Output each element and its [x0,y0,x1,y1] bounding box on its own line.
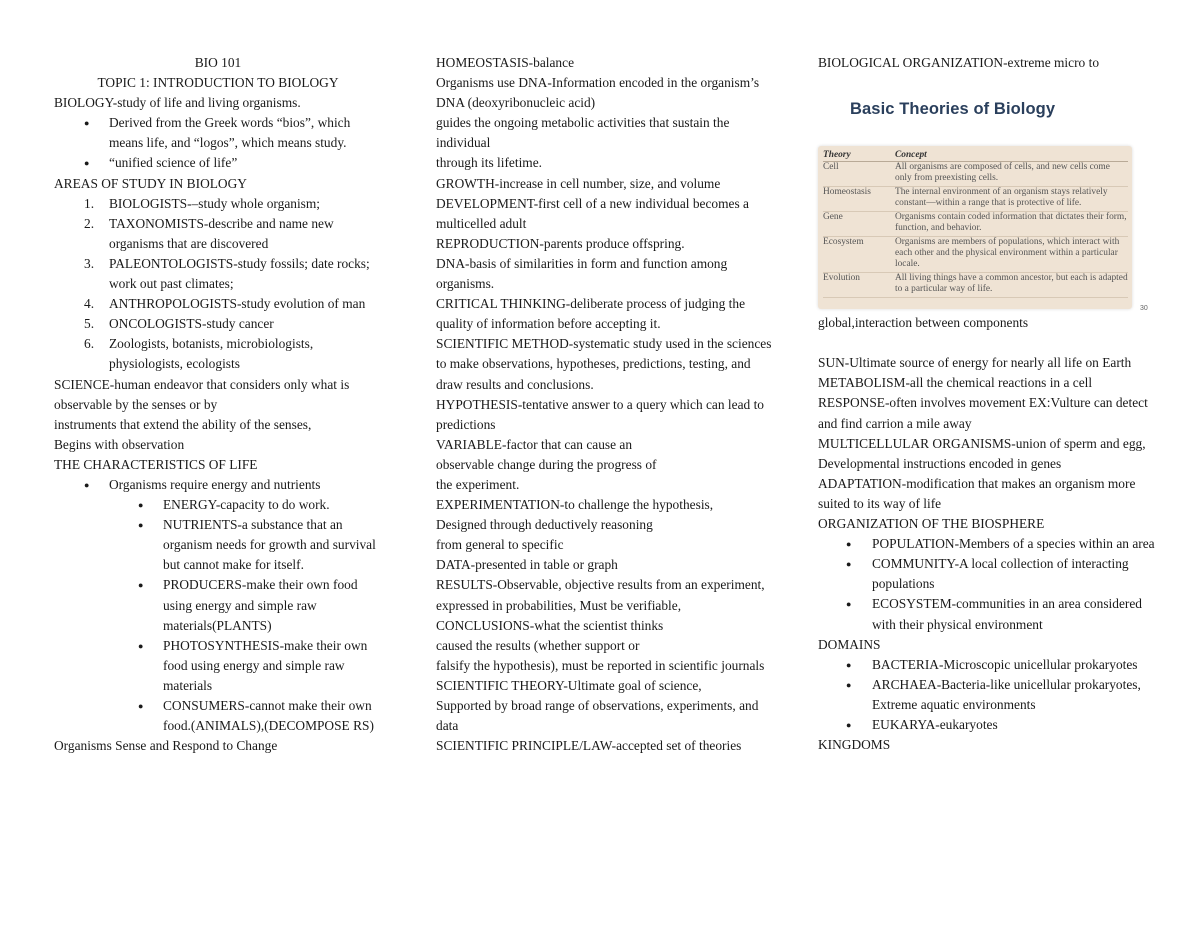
list-item [54,294,382,314]
text-line: through its lifetime. [436,155,542,171]
text-line: CRITICAL THINKING-deliberate process of judging the quality of information before accepting it. [436,296,746,332]
list-item: ● CONSUMERS-cannot make their own food.(ANIMALS),(DECOMPOSE RS) [54,696,382,736]
theory-cell: Ecosystem [823,237,895,273]
list-item: ● BACTERIA-Microscopic unicellular prokaryotes [818,655,1158,675]
list-item: ● ECOSYSTEM-communities in an area considered with their physical environment [818,594,1158,634]
science-line: SCIENCE-human endeavor that considers only what is observable by the senses or by [54,376,350,412]
list-item-text: ONCOLOGISTS-study cancer [109,316,274,332]
header-concept: Concept [895,150,1128,162]
biological-organization-line: BIOLOGICAL ORGANIZATION-extreme micro to [818,55,1100,70]
theories-table [823,150,1128,298]
list-number: 5. [84,316,95,332]
text-line: DEVELOPMENT-first cell of a new individual becomes a multicelled adult [436,195,749,231]
course-title: BIO 101 [194,55,242,70]
text-line: METABOLISM-all the chemical reactions in a cell [818,375,1093,391]
list-item-text: PALEONTOLOGISTS-study fossils; date rocks; work out past climates; [109,255,370,292]
text-line: Supported by broad range of observations, experiments, and data [436,698,759,734]
concept-cell: Organisms contain coded information that dictates their form, function, and behavior. [895,212,1128,237]
text-line: EXPERIMENTATION-to challenge the hypothesis, [436,497,714,513]
table-row [823,237,1128,273]
list-item: ● PRODUCERS-make their own food using energy and simple raw materials(PLANTS) [54,575,382,635]
characteristics-list [54,475,382,495]
list-item: ● EUKARYA-eukaryotes [818,715,1158,735]
text-line: MULTICELLULAR ORGANISMS-union of sperm and egg, Developmental instructions encoded in genes [818,435,1146,471]
column-3 [818,53,1158,755]
characteristics-sub-list [54,495,382,736]
text-line: SCIENTIFIC METHOD-systematic study used in the sciences to make observations, hypotheses, predictions, testing, and draw results and conclusions. [436,336,772,392]
text-line: CONCLUSIONS-what the scientist thinks [436,617,664,633]
figure-table-panel [818,146,1132,309]
text-line: observable change during the progress of [436,456,657,472]
text-line: guides the ongoing metabolic activities that sustain the individual [436,115,730,151]
biology-definition: BIOLOGY-study of life and living organisms. [54,95,301,111]
text-line: ORGANIZATION OF THE BIOSPHERE [818,516,1045,532]
science-line: instruments that extend the ability of the senses, [54,416,312,432]
text-line: falsify the hypothesis), must be reported in scientific journals [436,657,765,673]
text-line: VARIABLE-factor that can cause an [436,436,633,452]
list-item [54,334,382,374]
text-line: ADAPTATION-modification that makes an organism more suited to its way of life [818,475,1136,511]
header-theory: Theory [823,150,895,162]
text-line: caused the results (whether support or [436,637,640,653]
table-row [823,273,1128,298]
list-item [54,254,382,294]
text-line: GROWTH-increase in cell number, size, and volume [436,175,721,191]
list-item-text: TAXONOMISTS-describe and name new organisms that are discovered [109,215,334,251]
theory-cell: Gene [823,212,895,237]
concept-cell: All organisms are composed of cells, and new cells come only from preexisting cells. [895,162,1128,187]
theory-cell: Cell [823,162,895,187]
list-number: 2. [84,215,95,231]
list-item [54,314,382,334]
characteristics-heading: THE CHARACTERISTICS OF LIFE [54,456,258,472]
areas-list [54,194,382,375]
list-item: ● Derived from the Greek words “bios”, which means life, and “logos”, which means study. [54,113,382,153]
column-1 [54,53,382,756]
areas-heading: AREAS OF STUDY IN BIOLOGY [54,175,247,191]
text-line: RESULTS-Observable, objective results from an experiment, expressed in probabilities, Must be verifiable, [436,577,765,613]
spacer-line [818,333,1158,353]
list-item [54,194,382,214]
text-line: the experiment. [436,476,520,492]
kingdoms-heading: KINGDOMS [818,737,891,753]
global-line: global,interaction between components [818,315,1029,331]
text-line: HYPOTHESIS-tentative answer to a query which can lead to predictions [436,396,764,432]
text-line: SCIENTIFIC PRINCIPLE/LAW-accepted set of theories [436,738,742,754]
list-item-text: BIOLOGISTS-–study whole organism; [109,195,321,211]
list-item: ● ENERGY-capacity to do work. [54,495,382,515]
table-row [823,187,1128,212]
concept-cell: All living things have a common ancestor, but each is adapted to a particular way of life. [895,273,1128,298]
theory-cell: Evolution [823,273,895,298]
text-line: HOMEOSTASIS-balance [436,55,575,70]
list-number: 6. [84,336,95,352]
list-item: ● PHOTOSYNTHESIS-make their own food using energy and simple raw materials [54,636,382,696]
column-2 [436,53,776,756]
concept-cell: Organisms are members of populations, which interact with each other and the physical environment within a particular locale. [895,237,1128,273]
figure-title: Basic Theories of Biology [850,100,1056,119]
text-line: RESPONSE-often involves movement EX:Vulture can detect and find carrion a mile away [818,395,1148,431]
topic-title: TOPIC 1: INTRODUCTION TO BIOLOGY [97,75,339,91]
list-item: ● COMMUNITY-A local collection of interacting populations [818,554,1158,594]
text-line: DATA-presented in table or graph [436,557,618,573]
list-item: ● “unified science of life” [54,153,382,173]
text-line: DNA-basis of similarities in form and function among organisms. [436,255,728,292]
table-row [823,162,1128,187]
concept-cell: The internal environment of an organism stays relatively constant—within a range that is protective of life. [895,187,1128,212]
list-item-text: Zoologists, botanists, microbiologists, physiologists, ecologists [109,336,314,372]
text-line: from general to specific [436,537,564,553]
list-number: 1. [84,195,95,211]
list-number: 4. [84,296,95,312]
list-item-text: ANTHROPOLOGISTS-study evolution of man [109,296,366,312]
theory-cell: Homeostasis [823,187,895,212]
text-line: Designed through deductively reasoning [436,517,653,533]
text-line: SCIENTIFIC THEORY-Ultimate goal of science, [436,677,702,693]
biology-bullet-list [54,113,382,173]
science-line: Begins with observation [54,436,185,452]
text-line: REPRODUCTION-parents produce offspring. [436,235,685,251]
figure-page-number: 30 [1140,305,1148,313]
domains-heading: DOMAINS [818,636,881,652]
table-header-row [823,150,1128,162]
list-item [54,214,382,254]
domains-list [818,655,1158,735]
closing-line: Organisms Sense and Respond to Change [54,738,278,754]
list-number: 3. [84,255,95,271]
text-line: Organisms use DNA-Information encoded in the organism’s DNA (deoxyribonucleic acid) [436,75,760,111]
list-item: ● NUTRIENTS-a substance that an organism needs for growth and survival but cannot make for itself. [54,515,382,575]
biosphere-list [818,534,1158,634]
list-item: ● ARCHAEA-Bacteria-like unicellular prokaryotes, Extreme aquatic environments [818,675,1158,715]
list-item: ● Organisms require energy and nutrients [54,475,382,495]
list-item: ● POPULATION-Members of a species within an area [818,534,1158,554]
basic-theories-figure [818,73,1158,313]
text-line: SUN-Ultimate source of energy for nearly all life on Earth [818,355,1132,371]
table-row [823,212,1128,237]
